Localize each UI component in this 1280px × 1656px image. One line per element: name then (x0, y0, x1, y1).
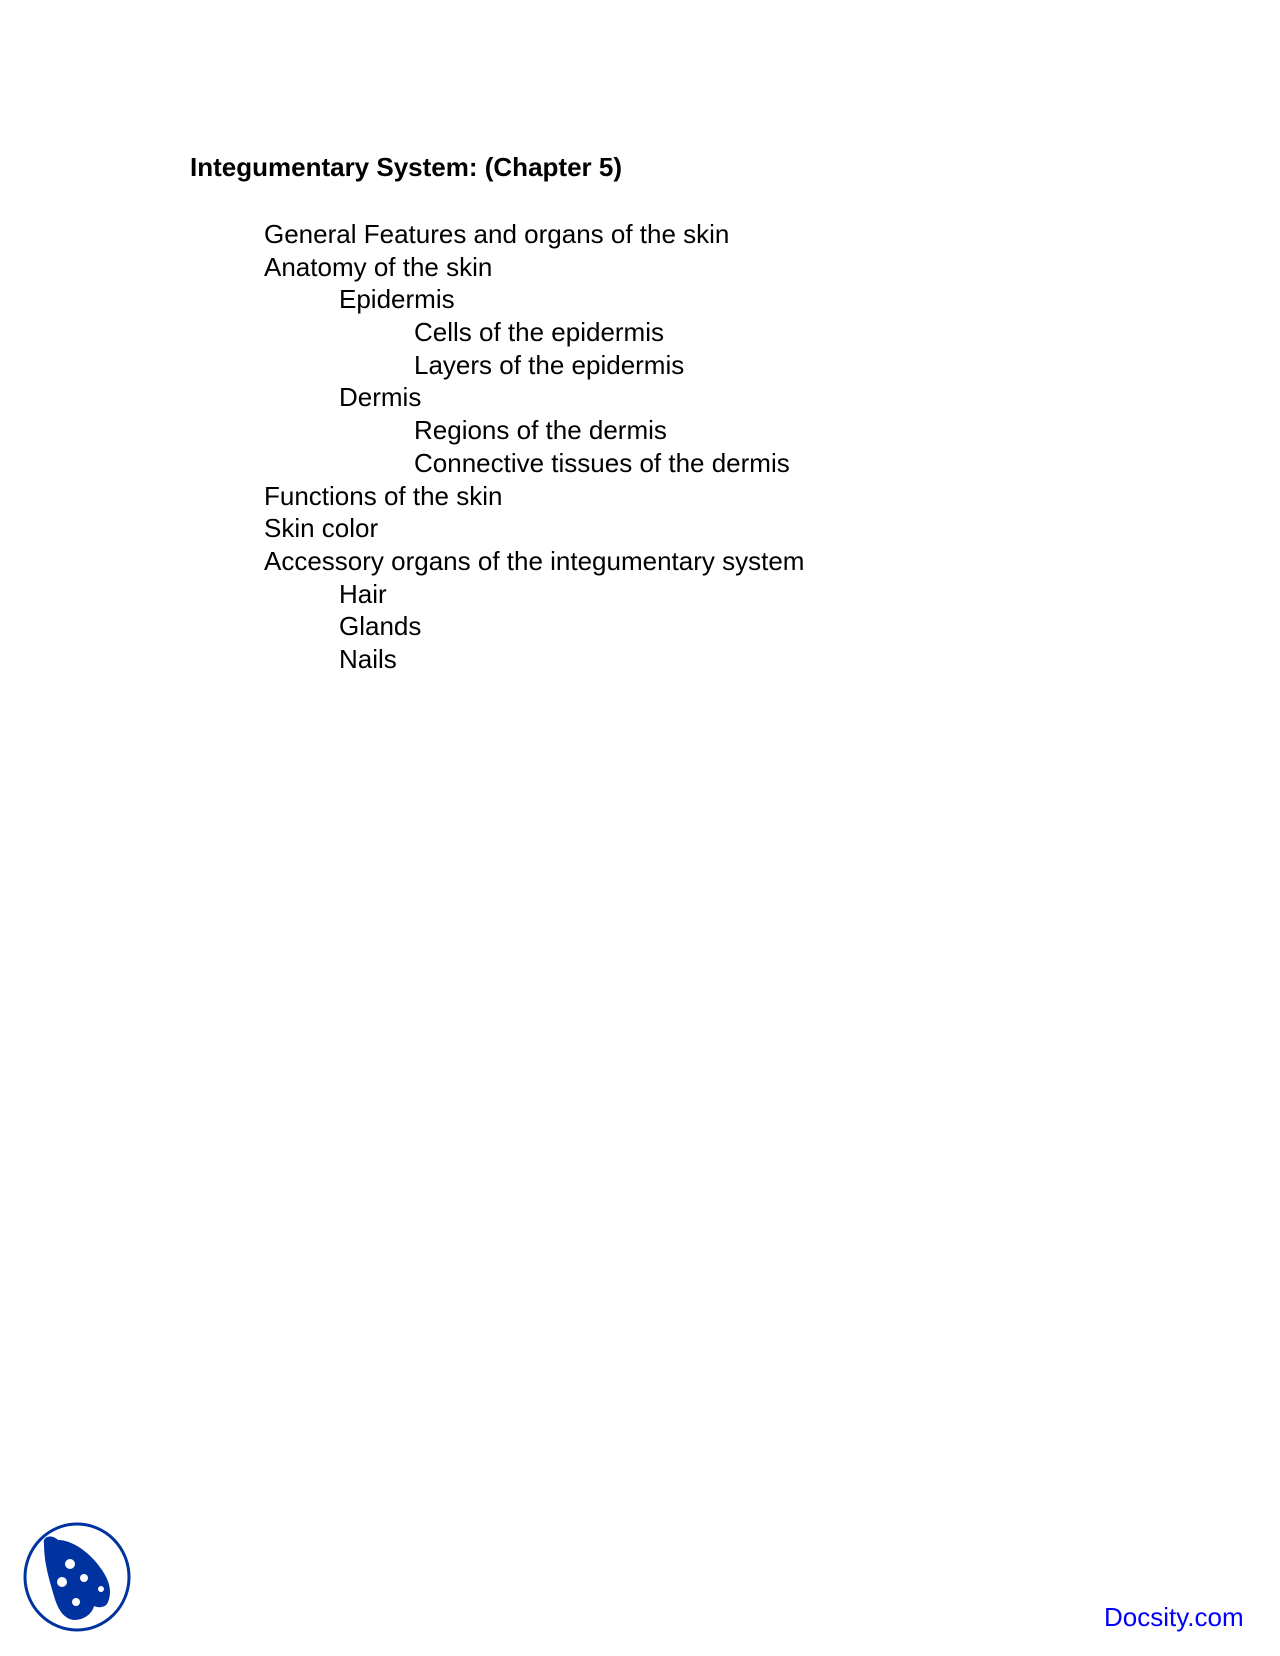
docsity-logo-icon (22, 1522, 132, 1632)
outline-item: Connective tissues of the dermis (414, 447, 790, 478)
outline-item: General Features and organs of the skin (264, 219, 730, 249)
docsity-link[interactable]: Docsity.com (1104, 1602, 1244, 1632)
outline-item: Layers of the epidermis (414, 349, 685, 380)
page-title: Integumentary System: (Chapter 5) (190, 152, 622, 182)
outline-item: Glands (339, 611, 422, 642)
outline-item: Hair (339, 578, 387, 609)
outline-item: Skin color (264, 513, 379, 544)
outline-item: Dermis (339, 382, 422, 413)
outline-item: Regions of the dermis (414, 415, 667, 446)
topic-outline (264, 218, 804, 676)
outline-item: Epidermis (339, 284, 455, 315)
outline-item: Accessory organs of the integumentary system (264, 545, 805, 576)
outline-item: Cells of the epidermis (414, 317, 664, 348)
outline-item: Functions of the skin (264, 480, 503, 511)
outline-item: Anatomy of the skin (264, 251, 493, 282)
outline-item: Nails (339, 643, 397, 674)
